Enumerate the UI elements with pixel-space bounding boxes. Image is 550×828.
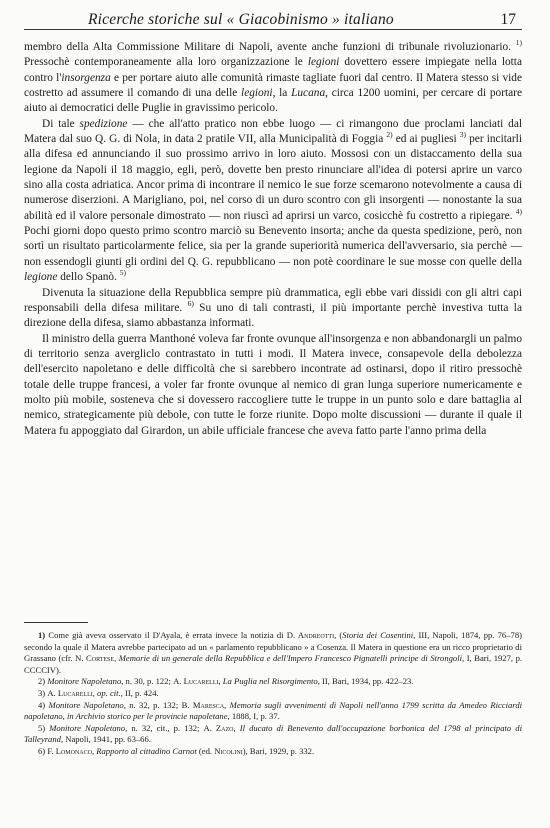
- paragraph-3: Divenuta la situazione della Repubblica sempre più drammatica, egli ebbe vari dissidi con gli altri capi responsabili della difesa militare. $^{6)}$ Su uno di tali contrasti, il più importante perchè investiva tutta la direzione della difesa, siamo abbastanza informati.: [24, 286, 522, 330]
- paragraph-1: membro della Alta Commissione Militare di Napoli, avente anche funzioni di tribunale rivoluzionario. $^{1)}$ Pressochè contemporaneamente alla loro organizzazione le legioni dovettero essere impiegate nella lotta contro l'insorgenza e per portare aiuto alle comunità rimaste tagliate fuori dal centro. Il Matera stesso si vide costretto ad assumere il comando di una delle legioni, la Lucana, circa 1200 uomini, per cercare di portare aiuto ai democratici delle Puglie in gravissimo pericolo.: [24, 38, 523, 115]
- running-title: Ricerche storiche sul « Giacobinismo » italiano: [88, 11, 394, 28]
- footnote-1: 1) Come già aveva osservato il D'Ayala, è errata invece la notizia di D. Andreotti, (Storia dei Cosentini, III, Napoli, 1874, pp. 76–78) secondo la quale il Matera avrebbe partecipato ad un « parlamento repubblicano » a Cosenza. Il Matera in questione era un ricco proprietario di Grassano (cfr. N. Cortese, Memorie di un generale della Repubblica e dell'Impero Francesco Pignatelli principe di Strongoli, I, Bari, 1927, p. CCCCIV).: [24, 630, 523, 675]
- footnote-ref-6: 6): [187, 299, 194, 309]
- footnote-6: 6) F. Lomonaco, Rapporto al cittadino Carnot (ed. Nicolini), Bari, 1929, p. 332.: [38, 745, 315, 756]
- footnotes: [24, 630, 522, 758]
- footnote-ref-3: 3): [459, 130, 467, 140]
- main-text: [24, 40, 522, 439]
- page-header: [24, 11, 522, 30]
- footnote-divider: [24, 622, 88, 623]
- footnote-4: 4) Monitore Napoletano, n. 32, p. 132; B. Maresca, Memoria sugli avvenimenti di Napoli nell'anno 1799 scritta da Amedeo Ricciardi napoletano, in Archivio storico per le provincie napoletane, 1888, I, p. 37.: [24, 699, 522, 722]
- footnote-3: 3) A. Lucarelli, op. cit., II, p. 424.: [38, 687, 159, 698]
- paragraph-2: Di tale spedizione — che all'atto pratico non ebbe luogo — ci rimangono due proclami lanciati dal Matera dal suo Q. G. di Nola, in data 2 pratile VII, alla Municipalità di Foggia $^{2)}$ ed ai pugliesi $^{3)}$ per incitarli alla difesa ed annunciando il suo prossimo arrivo in loro aiuto. Mossosi con un distaccamento della sua legione da Napoli il 18 maggio, egli, però, dovette ben presto rinunciare all'idea di potersi aprire un varco sino alla costa adriatica. Ancor prima di incontrare il nemico le sue forze scemarono notevolmente a causa di numerose diserzioni. A Marigliano, poi, nel corso di un duro scontro con gli insorgenti — nonostante la sua abilità ed il valore personale dimostrato — non riuscì ad aprirsi un varco, cosicchè fu costretto a ripiegare. $^{4)}$ Pochi giorni dopo questo primo scontro marciò su Benevento insorta; anche da questa spedizione, però, non sortì un risultato particolarmente felice, sia per la grande superiorità numerica dell'avversario, sia perchè — non essendogli giunti gli ordini del Q. G. repubblicano — non potè coordinare le sue mosse con quelle della legione dello Spanò. $^{5)}$: [24, 117, 523, 284]
- footnote-ref-4: 4): [515, 207, 522, 216]
- page-number: 17: [500, 11, 516, 28]
- footnote-ref-1: 1): [515, 38, 522, 48]
- footnote-2: 2) Monitore Napoletano, n. 30, p. 122; A. Lucarelli, La Puglia nel Risorgimento, II, Bari, 1934, pp. 422–23.: [38, 676, 414, 687]
- footnote-ref-5: 5): [119, 268, 127, 278]
- footnote-ref-2: 2): [386, 130, 393, 140]
- footnote-5: 5) Monitore Napoletano, n. 32, cit., p. 132; A. Zazo, Il ducato di Benevento dall'occupazione borbonica del 1798 al principato di Talleyrand, Napoli, 1941, pp. 63–66.: [24, 722, 522, 745]
- paragraph-4: Il ministro della guerra Manthoné voleva far fronte ovunque all'insorgenza e non abbandonargli un palmo di territorio senza avergliclo contrastato in tutti i modi. Il Matera invece, consapevole della debolezza dell'esercito napoletano e delle difficoltà che si sarebbero incontrate ad ostinarsi, dopo il ritiro pressochè totale delle truppe francesi, a voler far fronte ovunque al nemico di gran lunga superiore numericamente e molto più mobile, sosteneva che si dovessero raccogliere tutte le truppe in un punto solo e dare battaglia al nemico, strategicamente più debole, con tutte le forze riunite. Dopo molte discussioni — durante il quale il Matera fu appoggiato dal Girardon, un abile ufficiale francese che aveva fatto parte l'anno prima della: [24, 332, 522, 437]
